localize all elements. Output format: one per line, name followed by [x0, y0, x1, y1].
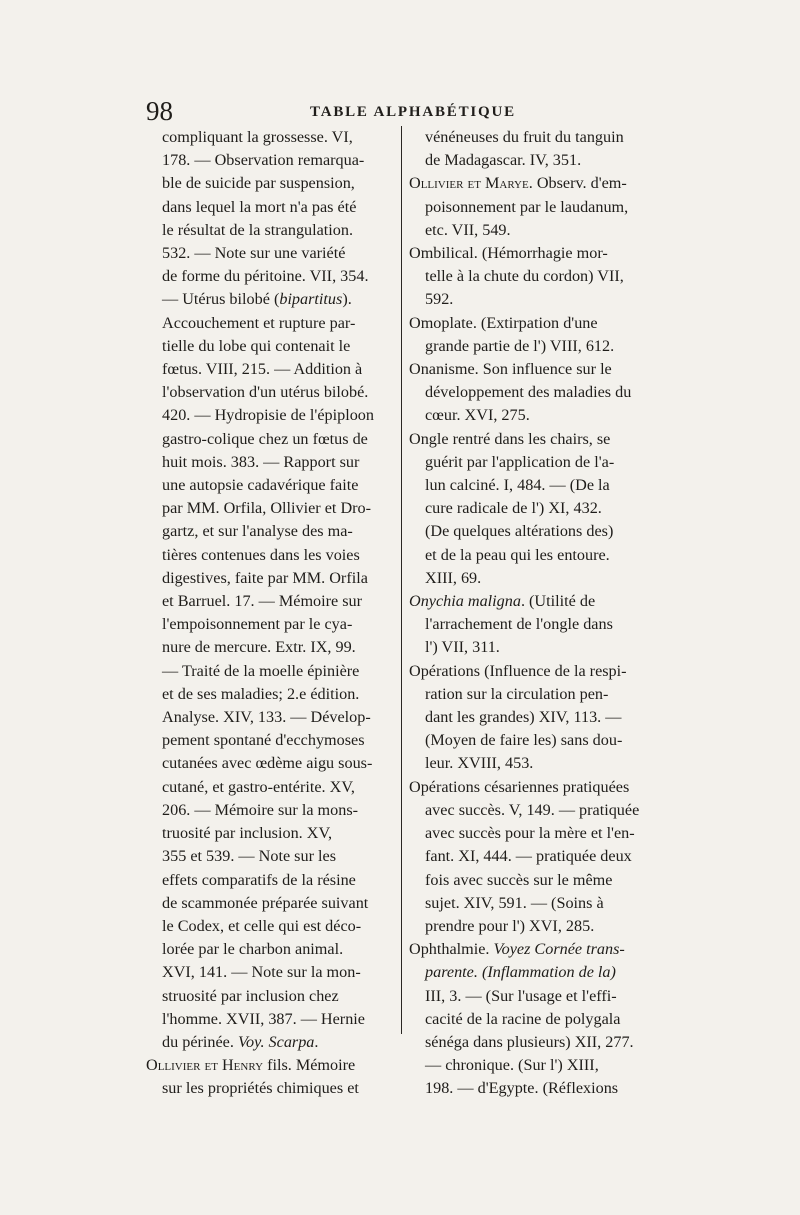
entry-line: lun calciné. I, 484. — (De la	[425, 476, 610, 495]
entry-line: de forme du péritoine. VII, 354.	[162, 267, 369, 286]
entry-line: 355 et 539. — Note sur les	[162, 847, 336, 866]
entry-line: compliquant la grossesse. VI,	[162, 128, 353, 146]
entry-line: dans lequel la mort n'a pas été	[162, 197, 357, 216]
entry-line: pement spontané d'ecchymoses	[162, 731, 365, 750]
entry-line: l'observation d'un utérus bilobé.	[162, 383, 369, 402]
entry-line: 532. — Note sur une variété	[162, 244, 346, 263]
entry-line: l'homme. XVII, 387. — Hernie	[162, 1009, 365, 1028]
entry-line: telle à la chute du cordon) VII,	[425, 267, 624, 286]
entry-line: guérit par l'application de l'a-	[425, 452, 615, 471]
entry-line: Ollivier et Marye. Observ. d'em-	[409, 174, 627, 193]
entry-line: prendre pour l') XVI, 285.	[425, 916, 595, 935]
entry-line: — chronique. (Sur l') XIII,	[425, 1056, 599, 1075]
entry-line: ble de suicide par suspension,	[162, 174, 355, 193]
entry-line: sujet. XIV, 591. — (Soins à	[425, 893, 604, 912]
index-entry-ollivier-henry	[146, 1054, 394, 1100]
entry-line: huit mois. 383. — Rapport sur	[162, 452, 360, 471]
entry-line: lorée par le charbon animal.	[162, 940, 344, 959]
entry-line: par MM. Orfila, Ollivier et Dro-	[162, 499, 372, 518]
entry-line: avec succès pour la mère et l'en-	[425, 824, 635, 843]
entry-line: 206. — Mémoire sur la mons-	[162, 800, 359, 819]
entry-line: Omoplate. (Extirpation d'une	[409, 313, 598, 332]
entry-line: tielle du lobe qui contenait le	[162, 336, 351, 355]
entry-line: Onanisme. Son influence sur le	[409, 360, 612, 379]
entry-line: XVI, 141. — Note sur la mon-	[162, 963, 361, 982]
entry-line: (Moyen de faire les) sans dou-	[425, 731, 623, 750]
column-divider	[401, 126, 402, 1034]
entry-line: ration sur la circulation pen-	[425, 684, 609, 703]
index-entry-ophthalmie	[409, 938, 664, 1100]
entry-line: Ophthalmie. Voyez Cornée trans-	[409, 940, 625, 959]
entry-line: l'arrachement de l'ongle dans	[425, 615, 613, 634]
entry-line: cure radicale de l') XI, 432.	[425, 499, 602, 518]
index-entry-operations	[409, 660, 664, 776]
entry-line: fœtus. VIII, 215. — Addition à	[162, 360, 363, 379]
entry-line: Onychia maligna. (Utilité de	[409, 592, 596, 611]
index-entry-onychia	[409, 590, 664, 660]
entry-line: de scammonée préparée suivant	[162, 893, 369, 912]
entry-line: Analyse. XIV, 133. — Dévelop-	[162, 708, 371, 727]
page-number: 98	[146, 96, 173, 126]
entry-line: fois avec succès sur le même	[425, 870, 613, 889]
entry-line: fant. XI, 444. — pratiquée deux	[425, 847, 632, 866]
entry-line: 198. — d'Egypte. (Réflexions	[425, 1079, 619, 1098]
entry-line: nure de mercure. Extr. IX, 99.	[162, 638, 356, 657]
index-entry-omoplate	[409, 312, 664, 358]
right-column	[409, 126, 664, 1101]
entry-line: sénéga dans plusieurs) XII, 277.	[425, 1032, 634, 1051]
running-head: TABLE ALPHABÉTIQUE	[310, 104, 516, 120]
entry-line: tières contenues dans les voies	[162, 545, 360, 564]
entry-line: parente. (Inflammation de la)	[425, 963, 616, 982]
entry-line: — Utérus bilobé (bipartitus).	[162, 290, 352, 309]
entry-line: et de ses maladies; 2.e édition.	[162, 684, 360, 703]
entry-line: gartz, et sur l'analyse des ma-	[162, 522, 353, 541]
entry-line: Opérations (Influence de la respi-	[409, 661, 627, 680]
entry-line: et Barruel. 17. — Mémoire sur	[162, 592, 363, 611]
entry-line: Accouchement et rupture par-	[162, 313, 356, 332]
entry-line: III, 3. — (Sur l'usage et l'effi-	[425, 986, 617, 1005]
entry-line: Opérations césariennes pratiquées	[409, 777, 630, 796]
entry-line: gastro-colique chez un fœtus de	[162, 429, 368, 448]
entry-line: de Madagascar. IV, 351.	[425, 151, 582, 170]
entry-line: leur. XVIII, 453.	[425, 754, 534, 773]
entry-line: struosité par inclusion chez	[162, 986, 339, 1005]
entry-line: une autopsie cadavérique faite	[162, 476, 359, 495]
entry-line: Ollivier et Henry fils. Mémoire	[146, 1056, 356, 1075]
entry-line: cutanées avec œdème aigu sous-	[162, 754, 373, 773]
entry-line: dant les grandes) XIV, 113. —	[425, 708, 622, 727]
entry-line: l') VII, 311.	[425, 638, 500, 657]
left-column	[146, 126, 394, 1101]
entry-line: poisonnement par le laudanum,	[425, 197, 629, 216]
index-entry-ombilical	[409, 242, 664, 312]
entry-line: — Traité de la moelle épinière	[162, 661, 360, 680]
entry-line: et de la peau qui les entoure.	[425, 545, 610, 564]
entry-line: 178. — Observation remarqua-	[162, 151, 365, 170]
entry-line: etc. VII, 549.	[425, 220, 511, 239]
entry-line: l'empoisonnement par le cya-	[162, 615, 353, 634]
entry-line: digestives, faite par MM. Orfila	[162, 568, 368, 587]
entry-line: développement des maladies du	[425, 383, 632, 402]
entry-line: (De quelques altérations des)	[425, 522, 614, 541]
index-entry-onanisme	[409, 358, 664, 428]
entry-line: 592.	[425, 290, 454, 309]
entry-line: grande partie de l') VIII, 612.	[425, 336, 615, 355]
entry-line: XIII, 69.	[425, 568, 482, 587]
entry-line: vénéneuses du fruit du tanguin	[425, 128, 624, 146]
index-entry-continued	[146, 126, 394, 1054]
index-entry-continued-right	[409, 126, 664, 172]
entry-line: le Codex, et celle qui est déco-	[162, 916, 362, 935]
entry-line: truosité par inclusion. XV,	[162, 824, 333, 843]
entry-line: effets comparatifs de la résine	[162, 870, 356, 889]
entry-line: 420. — Hydropisie de l'épiploon	[162, 406, 374, 425]
entry-line: avec succès. V, 149. — pratiquée	[425, 800, 640, 819]
entry-line: cacité de la racine de polygala	[425, 1009, 621, 1028]
entry-line: Ongle rentré dans les chairs, se	[409, 429, 611, 448]
entry-line: sur les propriétés chimiques et	[162, 1079, 359, 1098]
entry-line: Ombilical. (Hémorrhagie mor-	[409, 244, 608, 263]
entry-line: cœur. XVI, 275.	[425, 406, 530, 425]
index-entry-ongle	[409, 428, 664, 590]
entry-line: cutané, et gastro-entérite. XV,	[162, 777, 355, 796]
entry-line: du périnée. Voy. Scarpa.	[162, 1032, 319, 1051]
entry-line: le résultat de la strangulation.	[162, 220, 354, 239]
index-entry-operations-cesariennes	[409, 776, 664, 938]
index-entry-ollivier-marye	[409, 172, 664, 242]
